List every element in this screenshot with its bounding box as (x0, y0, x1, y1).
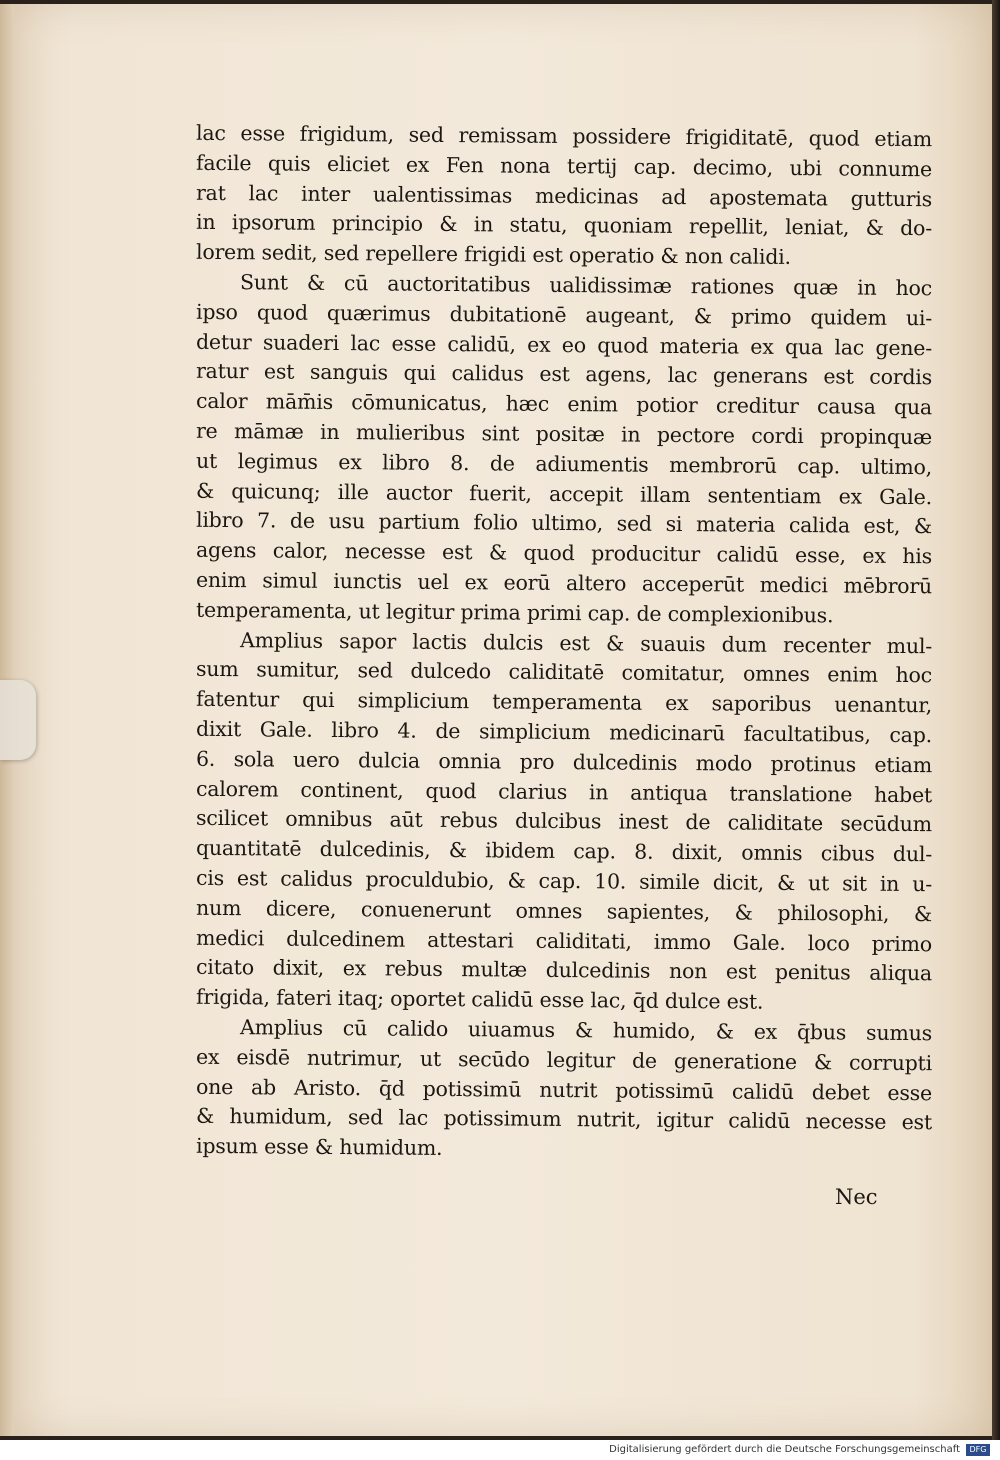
text-line: ut legimus ex libro 8. de adiumentis membrorū cap. ultimo, (195, 448, 933, 479)
text-line: calorem continent, quod clarius in antiqua translatione habet (195, 776, 933, 807)
text-line: & quicunq; ille auctor fuerit, accepit illam sententiam ex Gale. (195, 478, 933, 509)
text-line: in ipsorum principio & in statu, quoniam repellit, leniat, & do- (195, 210, 933, 241)
text-line: quantitatē dulcedinis, & ibidem cap. 8. dixit, omnis cibus dul- (195, 835, 933, 867)
text-line: num dicere, conuenerunt omnes sapientes, & philosophi, & (195, 895, 933, 926)
text-line: re māmæ in mulieribus sint positæ in pectore cordi propinquæ (195, 418, 933, 450)
text-line: facile quis eliciet ex Fen nona tertij cap. decimo, ubi connume (195, 150, 933, 182)
text-line: agens calor, necesse est & quod producitur calidū esse, ex his (195, 537, 933, 569)
text-line: & humidum, sed lac potissimum nutrit, igitur calidū necesse est (195, 1104, 933, 1135)
text-line: one ab Aristo. q̄d potissimū nutrit potissimū calidū debet esse (195, 1074, 933, 1105)
text-line: ratur est sanguis qui calidus est agens, lac generans est cordis (195, 359, 933, 390)
footer-bar (0, 1440, 1000, 1460)
page-text (196, 122, 932, 1165)
text-line: libro 7. de usu partium folio ultimo, sed si materia calida est, & (195, 508, 933, 539)
text-line: fatentur qui simplicium temperamenta ex saporibus uenantur, (195, 686, 933, 718)
text-line: cis est calidus proculdubio, & cap. 10. simile dicit, & ut sit in u- (195, 865, 933, 897)
text-line: scilicet omnibus aūt rebus dulcibus inest de caliditate secūdum (195, 806, 933, 837)
text-line: dixit Gale. libro 4. de simplicium medicinarū facultatibus, cap. (195, 716, 933, 748)
text-line: enim simul iunctis uel ex eorū altero acceperūt medici mēbrorū (195, 567, 933, 599)
text-line: sum sumitur, sed dulcedo caliditatē comitatur, omnes enim hoc (195, 657, 933, 688)
text-line: Amplius sapor lactis dulcis est & suauis dum recenter mul- (239, 627, 933, 658)
text-line: rat lac inter ualentissimas medicinas ad apostemata gutturis (195, 180, 933, 211)
text-line: lorem sedit, sed repellere frigidi est operatio & non calidi. (195, 239, 792, 270)
page-right-edge (992, 0, 1000, 1440)
text-line: citato dixit, ex rebus multæ dulcedinis non est penitus aliqua (195, 955, 933, 986)
text-line: detur suaderi lac esse calidū, ex eo quod materia ex qua lac gene- (195, 329, 933, 360)
text-line: ipsum esse & humidum. (195, 1133, 443, 1161)
text-line: medici dulcedinem attestari caliditati, immo Gale. loco primo (195, 925, 933, 956)
text-line: ex eisdē nutrimur, ut secūdo legitur de generatione & corrupti (195, 1044, 933, 1075)
footer-credit: Digitalisierung gefördert durch die Deutsche Forschungsgemeinschaft (609, 1444, 960, 1455)
dfg-logo: DFG (966, 1444, 990, 1456)
page-clip (0, 680, 36, 760)
text-line: frigida, fateri itaq; oportet calidū esse lac, q̄d dulce est. (195, 984, 764, 1014)
text-line: lac esse frigidum, sed remissam possidere frigiditatē, quod etiam (195, 120, 933, 152)
text-line: ipso quod quærimus dubitationē augeant, & primo quidem ui- (195, 299, 933, 330)
text-line: 6. sola uero dulcia omnia pro dulcedinis modo protinus etiam (195, 746, 933, 777)
catchword: Nec (835, 1185, 878, 1209)
text-line: Amplius cū calido uiuamus & humido, & ex q̄bus sumus (239, 1015, 933, 1046)
text-line: Sunt & cū auctoritatibus ualidissimæ rationes quæ in hoc (239, 270, 933, 301)
text-line: temperamenta, ut legitur prima primi cap. de complexionibus. (195, 597, 834, 628)
text-line: calor mām̄is cōmunicatus, hæc enim potior creditur causa qua (195, 388, 933, 420)
